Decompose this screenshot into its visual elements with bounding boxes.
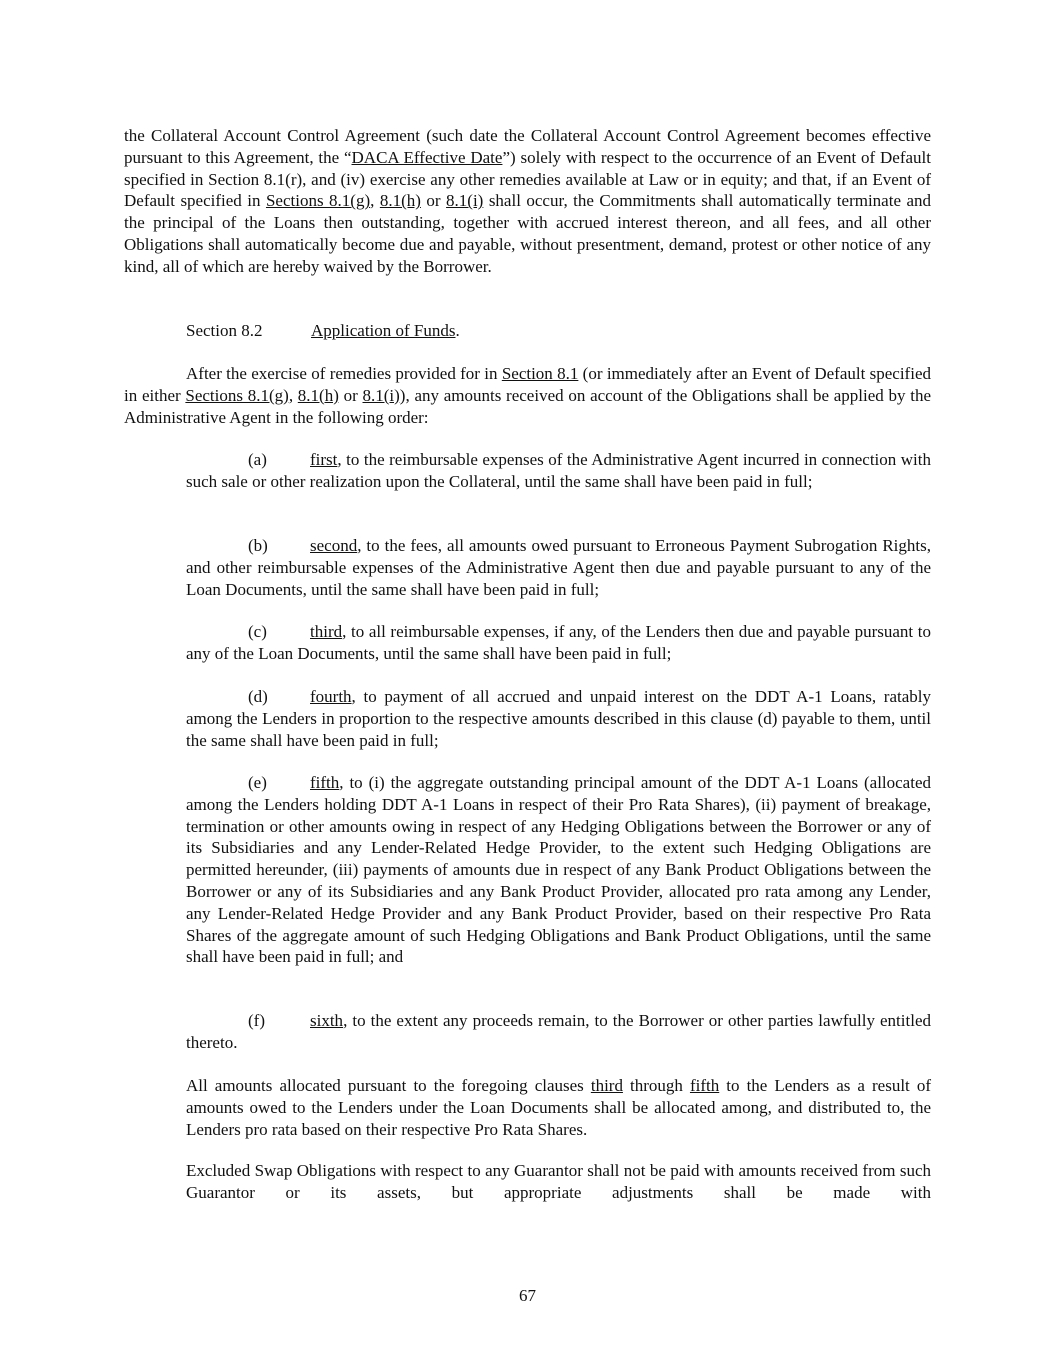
clause-keyword: fifth: [310, 773, 340, 792]
clause-label: (b): [248, 536, 268, 555]
cross-ref-8-1h: 8.1(h): [379, 191, 421, 211]
text: Excluded Swap Obligations with respect to any Guarantor shall not be paid with amounts received from such Guarantor or its assets, but appropriate adjustments shall be made with: [186, 1161, 931, 1202]
paragraph-remedies-continued: [124, 125, 931, 278]
text: through: [622, 1076, 690, 1095]
clause-b: [186, 535, 931, 600]
clause-label: (e): [248, 773, 267, 792]
clause-label: (c): [248, 622, 267, 641]
section-title-period: .: [455, 321, 460, 340]
section-number: Section 8.2: [186, 321, 263, 340]
clause-ref-third: third: [590, 1076, 623, 1095]
clause-text: , to the reimbursable expenses of the Administrative Agent incurred in connection with such sale or other realization upon the Collateral, until the same shall have been paid in full;: [186, 450, 931, 491]
text: After the exercise of remedies provided for in: [186, 364, 502, 383]
clause-keyword: first: [310, 450, 338, 469]
cross-ref-8-1g: Sections 8.1(g): [265, 191, 371, 211]
clause-f: [186, 1010, 931, 1054]
text: (or immediately after an Event of Default specified in either: [124, 364, 931, 405]
cross-ref-8-1h: 8.1(h): [297, 385, 339, 405]
text: or: [338, 385, 363, 405]
clause-keyword: second: [310, 536, 358, 555]
defined-term-daca: DACA Effective Date: [351, 147, 503, 167]
text: the Collateral Account Control Agreement (such date the Collateral Account Control Agreement becomes effective pursuant to this Agreement, the “: [124, 126, 931, 167]
text: ,: [370, 191, 380, 211]
clause-keyword: sixth: [310, 1011, 344, 1030]
section-title: Application of Funds: [311, 321, 456, 340]
cross-ref-8-1i: 8.1(i): [362, 385, 400, 405]
clause-keyword: third: [310, 622, 343, 641]
text: ”) solely with respect to the occurrence of an Event of Default specified in Section 8.1(r), and (iv) exercise any other remedies available at Law or in equity; and that, if an Event of Default specified in: [124, 147, 931, 211]
clause-text: , to the extent any proceeds remain, to the Borrower or other parties lawfully entitled thereto.: [186, 1011, 931, 1052]
clause-label: (a): [248, 450, 267, 469]
text: to the Lenders as a result of amounts owed to the Lenders under the Loan Documents shall be allocated among, and distributed to, the Lenders pro rata based on their respective Pro Rata Shares.: [186, 1076, 931, 1139]
paragraph-allocation: [186, 1075, 931, 1140]
section-heading: [186, 320, 460, 342]
clause-e: [186, 772, 931, 968]
cross-ref-8-1i: 8.1(i): [446, 191, 484, 211]
text: All amounts allocated pursuant to the foregoing clauses: [186, 1076, 591, 1095]
clause-keyword: fourth: [310, 687, 352, 706]
text: shall occur, the Commitments shall automatically terminate and the principal of the Loans then outstanding, together with accrued interest thereon, and all fees, and all other Obligations shall automatically become due and payable, without presentment, demand, protest or other notice of any kind, all of which are hereby waived by the Borrower.: [124, 191, 932, 276]
clause-text: , to all reimbursable expenses, if any, of the Lenders then due and payable pursuant to any of the Loan Documents, until the same shall have been paid in full;: [186, 622, 931, 663]
clause-label: (f): [248, 1011, 265, 1030]
cross-ref-8-1g: Sections 8.1(g): [185, 385, 289, 405]
clause-text: , to the fees, all amounts owed pursuant to Erroneous Payment Subrogation Rights, and other reimbursable expenses of the Administrative Agent then due and payable pursuant to any of the Loan Documents, until the same shall have been paid in full;: [186, 536, 931, 599]
paragraph-application-intro: [124, 363, 931, 428]
text: ), any amounts received on account of the Obligations shall be applied by the Administrative Agent in the following order:: [124, 385, 931, 427]
clause-text: , to payment of all accrued and unpaid interest on the DDT A-1 Loans, ratably among the Lenders in proportion to the respective amounts described in this clause (d) payable to them, until the same shall have been paid in full;: [186, 687, 931, 750]
paragraph-excluded-swap: [186, 1160, 931, 1204]
clause-d: [186, 686, 931, 751]
clause-a: [186, 449, 931, 493]
clause-text: , to (i) the aggregate outstanding principal amount of the DDT A-1 Loans (allocated among the Lenders holding DDT A-1 Loans in respect of their Pro Rata Shares), (ii) payment of breakage, termination or other amounts owing in respect of any Hedging Obligations between the Borrower or any of its Subsidiaries and any Lender-Related Hedge Provider, to the extent such Hedging Obligations are permitted hereunder, (iii) payments of amounts due in respect of any Bank Product Obligations between the Borrower or any of its Subsidiaries and any Bank Product Provider, allocated pro rata among any Lender, any Lender-Related Hedge Provider and any Bank Product Provider, based on their respective Pro Rata Shares of the aggregate amount of such Hedging Obligations and Bank Product Obligations, until the same shall have been paid in full; and: [186, 773, 931, 967]
text: or: [420, 191, 447, 211]
text: ,: [288, 385, 298, 405]
clause-ref-fifth: fifth: [689, 1076, 720, 1095]
clause-label: (d): [248, 687, 268, 706]
clause-c: [186, 621, 931, 665]
page-number: 67: [519, 1286, 536, 1305]
cross-ref-section-8-1: Section 8.1: [501, 364, 579, 383]
